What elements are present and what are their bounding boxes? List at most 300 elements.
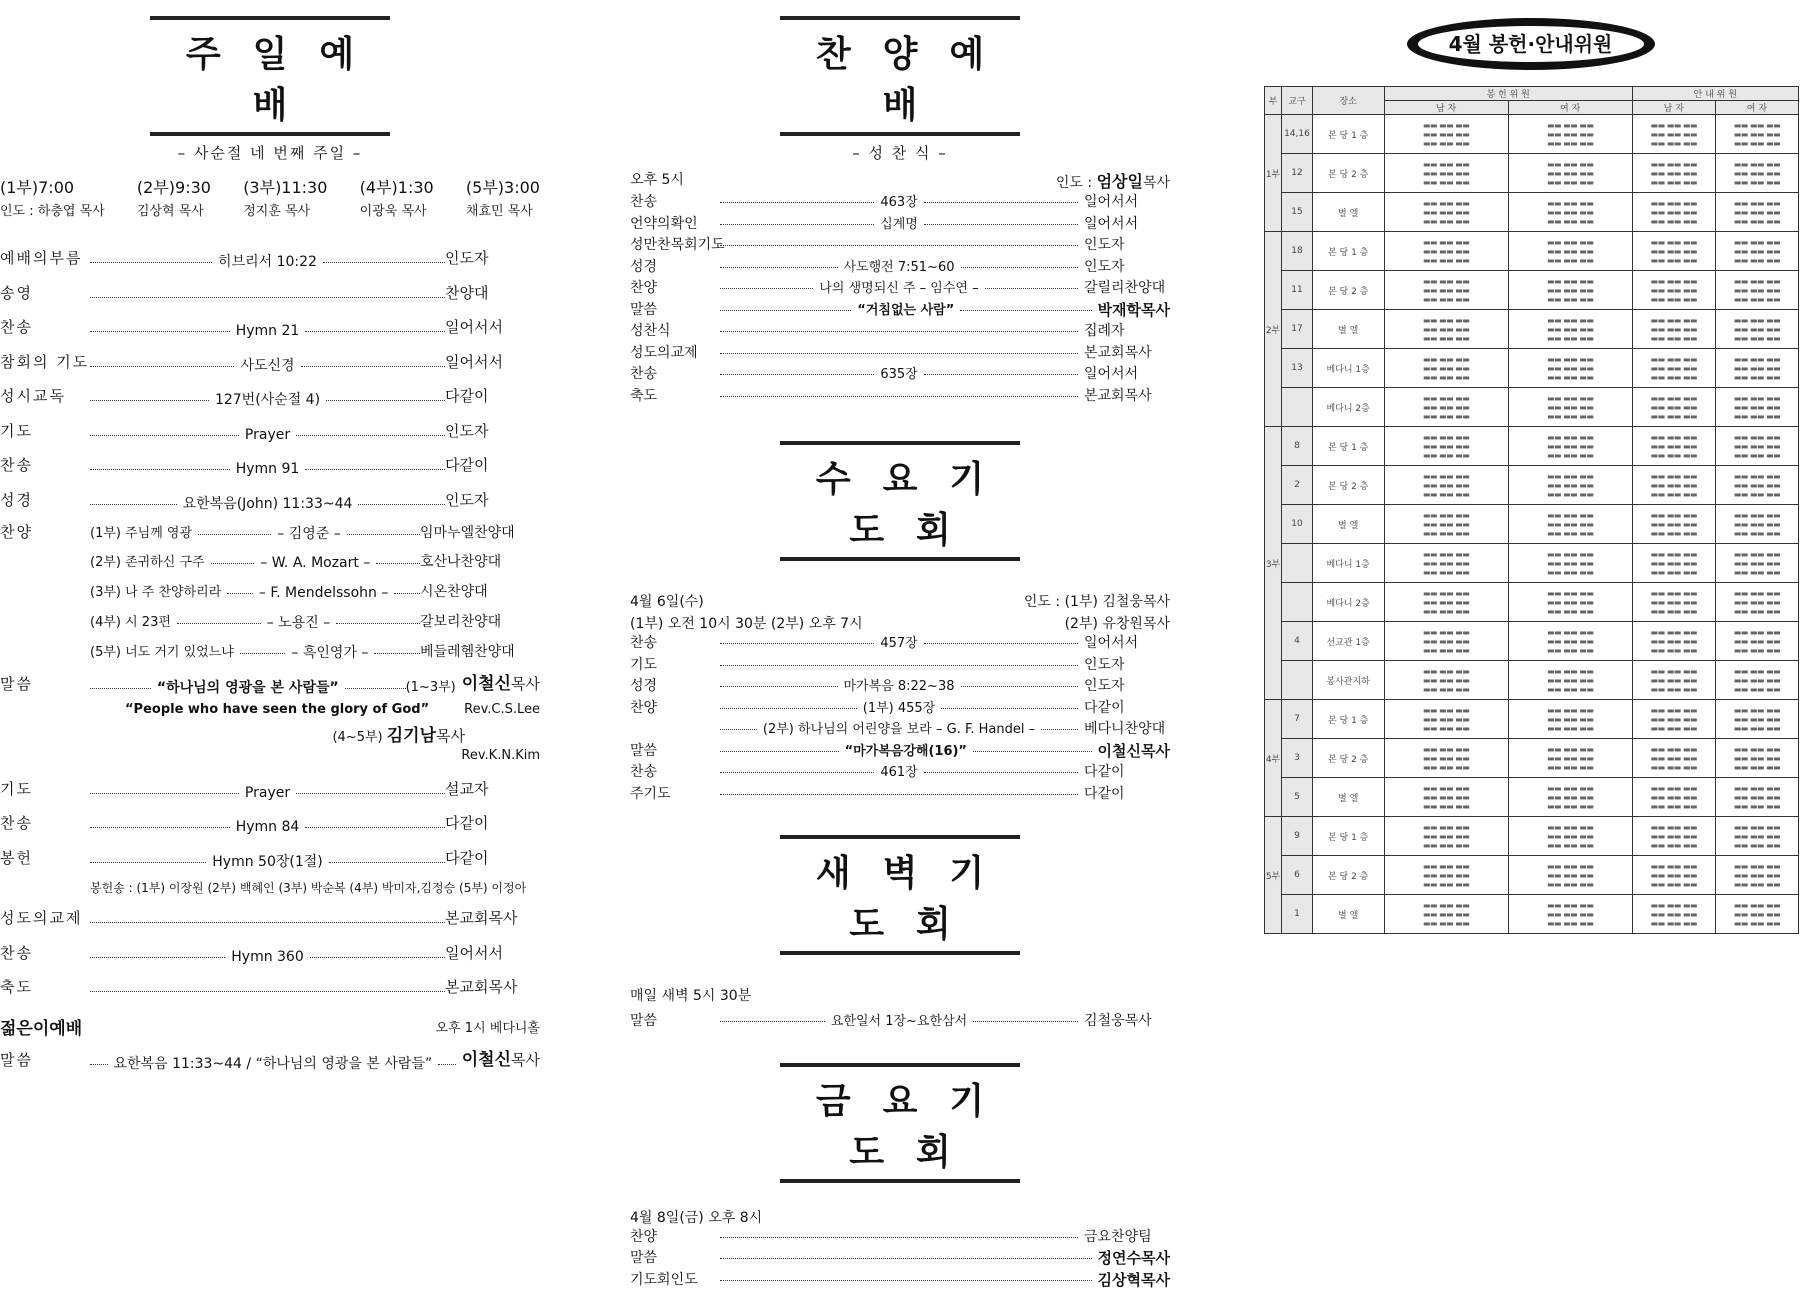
- dotted-leader: [90, 435, 239, 436]
- names-cell: [1632, 505, 1715, 544]
- names-block: ▬▬ ▬▬ ▬▬ ▬▬ ▬▬ ▬▬ ▬▬ ▬▬ ▬▬: [1633, 121, 1715, 148]
- names-cell: [1384, 778, 1508, 817]
- row-value: Prayer: [239, 776, 296, 811]
- row-leader: 일어서서: [445, 345, 540, 380]
- names-block: ▬▬ ▬▬ ▬▬ ▬▬ ▬▬ ▬▬ ▬▬ ▬▬ ▬▬: [1385, 199, 1508, 226]
- dotted-leader: [211, 563, 255, 564]
- dotted-leader: [227, 593, 253, 594]
- service-leader: 이광욱 목사: [360, 200, 434, 219]
- service-row: [630, 676, 1170, 698]
- names-cell: [1715, 739, 1798, 778]
- dotted-leader: [973, 751, 1092, 752]
- row-leader: 일어서서: [445, 936, 540, 971]
- names-cell: [1715, 817, 1798, 856]
- service-leader: 정지훈 목사: [243, 200, 327, 219]
- names-cell: [1384, 895, 1508, 934]
- place-cell: 별 엘: [1312, 505, 1384, 544]
- names-block: ▬▬ ▬▬ ▬▬ ▬▬ ▬▬ ▬▬ ▬▬ ▬▬ ▬▬: [1509, 160, 1632, 187]
- dotted-leader: [720, 794, 1078, 795]
- names-cell: [1715, 349, 1798, 388]
- names-block: ▬▬ ▬▬ ▬▬ ▬▬ ▬▬ ▬▬ ▬▬ ▬▬ ▬▬: [1633, 667, 1715, 694]
- row-leader: 다같이: [1084, 762, 1170, 784]
- service-leader: 김상혁 목사: [137, 200, 211, 219]
- names-cell: [1508, 700, 1632, 739]
- table-row: [1265, 583, 1799, 622]
- place-cell: 별 엘: [1312, 895, 1384, 934]
- names-block: ▬▬ ▬▬ ▬▬ ▬▬ ▬▬ ▬▬ ▬▬ ▬▬ ▬▬: [1385, 238, 1508, 265]
- table-row: [1265, 232, 1799, 271]
- sermon-row: [0, 667, 540, 702]
- dotted-leader: [90, 400, 209, 401]
- names-block: ▬▬ ▬▬ ▬▬ ▬▬ ▬▬ ▬▬ ▬▬ ▬▬ ▬▬: [1509, 745, 1632, 772]
- choir-row: [0, 517, 540, 547]
- row-leader: 다같이: [445, 841, 540, 876]
- table-row: [1265, 622, 1799, 661]
- row-value: Hymn 50장(1절): [206, 845, 328, 880]
- names-cell: [1508, 232, 1632, 271]
- dotted-leader: [720, 353, 1078, 354]
- table-row: [1265, 271, 1799, 310]
- service-time-label: (2부)9:30: [137, 178, 211, 197]
- row-label: 참회의 기도: [0, 345, 90, 380]
- praise-worship-title: 찬양예배: [780, 16, 1020, 136]
- dotted-leader: [90, 504, 177, 505]
- rev-name: Rev.C.S.Lee: [464, 702, 540, 724]
- names-block: ▬▬ ▬▬ ▬▬ ▬▬ ▬▬ ▬▬ ▬▬ ▬▬ ▬▬: [1716, 511, 1798, 538]
- row-label: 말씀: [630, 741, 710, 763]
- header-gyogu: 교구: [1282, 87, 1313, 115]
- sunday-worship-title: 주일예배: [150, 16, 390, 136]
- place-cell: 본 당 1 층: [1312, 427, 1384, 466]
- row-value: Hymn 360: [225, 940, 310, 975]
- row-label: 말씀: [630, 1248, 710, 1270]
- row-leader: 찬양대: [445, 276, 540, 311]
- dotted-leader: [720, 1021, 825, 1022]
- names-block: ▬▬ ▬▬ ▬▬ ▬▬ ▬▬ ▬▬ ▬▬ ▬▬ ▬▬: [1633, 745, 1715, 772]
- row-label: 성도의교제: [630, 343, 710, 365]
- dotted-leader: [720, 665, 1078, 666]
- names-block: ▬▬ ▬▬ ▬▬ ▬▬ ▬▬ ▬▬ ▬▬ ▬▬ ▬▬: [1716, 667, 1798, 694]
- table-row: [1265, 817, 1799, 856]
- other-services-column: [630, 0, 1170, 1291]
- names-block: ▬▬ ▬▬ ▬▬ ▬▬ ▬▬ ▬▬ ▬▬ ▬▬ ▬▬: [1509, 667, 1632, 694]
- names-block: ▬▬ ▬▬ ▬▬ ▬▬ ▬▬ ▬▬ ▬▬ ▬▬ ▬▬: [1633, 433, 1715, 460]
- gyogu-cell: 4: [1282, 622, 1313, 661]
- names-block: ▬▬ ▬▬ ▬▬ ▬▬ ▬▬ ▬▬ ▬▬ ▬▬ ▬▬: [1385, 823, 1508, 850]
- dotted-leader: [720, 1280, 1092, 1281]
- place-cell: 별 엘: [1312, 193, 1384, 232]
- dotted-leader: [1041, 729, 1078, 730]
- gyogu-cell: 5: [1282, 778, 1313, 817]
- names-block: ▬▬ ▬▬ ▬▬ ▬▬ ▬▬ ▬▬ ▬▬ ▬▬ ▬▬: [1716, 199, 1798, 226]
- dotted-leader: [310, 957, 445, 958]
- names-cell: [1632, 583, 1715, 622]
- worship-row: [0, 772, 540, 807]
- dotted-leader: [90, 688, 151, 689]
- table-row: [1265, 778, 1799, 817]
- service-row: [630, 1227, 1170, 1249]
- row-content: [90, 418, 445, 453]
- dotted-leader: [305, 331, 445, 332]
- gyogu-cell: 7: [1282, 700, 1313, 739]
- row-label: 성경: [630, 257, 710, 279]
- row-content: [90, 519, 420, 549]
- preacher-title: 목사: [511, 1051, 540, 1069]
- table-row: [1265, 349, 1799, 388]
- dotted-leader: [90, 469, 230, 470]
- gyogu-cell: 2: [1282, 466, 1313, 505]
- row-leader: 일어서서: [1084, 364, 1170, 386]
- names-cell: [1508, 388, 1632, 427]
- row-content: [90, 991, 445, 992]
- dotted-leader: [720, 374, 874, 375]
- names-block: ▬▬ ▬▬ ▬▬ ▬▬ ▬▬ ▬▬ ▬▬ ▬▬ ▬▬: [1633, 706, 1715, 733]
- row-label: 언약의확인: [630, 214, 710, 236]
- dotted-leader: [720, 288, 813, 289]
- gyogu-cell: 15: [1282, 193, 1313, 232]
- gyogu-cell: 18: [1282, 232, 1313, 271]
- dotted-leader: [374, 653, 420, 654]
- sunday-subtitle: – 사순절 네 번째 주일 –: [0, 142, 540, 163]
- row-leader: 본교회목사: [445, 970, 540, 1005]
- names-cell: [1508, 349, 1632, 388]
- table-row: [1265, 700, 1799, 739]
- names-block: ▬▬ ▬▬ ▬▬ ▬▬ ▬▬ ▬▬ ▬▬ ▬▬ ▬▬: [1716, 862, 1798, 889]
- wed-header-2: (1부) 오전 10시 30분 (2부) 오후 7시 (2부) 유창원목사: [630, 613, 1170, 633]
- row-content: [90, 922, 445, 923]
- names-cell: [1632, 544, 1715, 583]
- service-row: [630, 719, 1170, 741]
- header-place: 장소: [1312, 87, 1384, 115]
- names-block: ▬▬ ▬▬ ▬▬ ▬▬ ▬▬ ▬▬ ▬▬ ▬▬ ▬▬: [1509, 823, 1632, 850]
- row-label: 찬송: [630, 633, 710, 655]
- praise-order: [630, 192, 1170, 407]
- worship-row: [0, 241, 540, 276]
- bu-cell: 2부: [1265, 232, 1282, 427]
- gyogu-cell: 3: [1282, 739, 1313, 778]
- wed-header-1: 4월 6일(수) 인도 : (1부) 김철웅목사: [630, 591, 1170, 611]
- sermon-english-title: “People who have seen the glory of God”: [125, 702, 429, 724]
- place-cell: 본 당 1 층: [1312, 817, 1384, 856]
- row-value: 십계명: [874, 214, 924, 236]
- composer: – 김영준 –: [271, 519, 346, 549]
- names-block: ▬▬ ▬▬ ▬▬ ▬▬ ▬▬ ▬▬ ▬▬ ▬▬ ▬▬: [1633, 862, 1715, 889]
- gyogu-cell: 14,16: [1282, 115, 1313, 154]
- worship-row: [0, 970, 540, 1005]
- row-leader: 베다니찬양대: [1084, 719, 1170, 741]
- names-cell: [1715, 154, 1798, 193]
- dotted-leader: [941, 708, 1078, 709]
- names-block: ▬▬ ▬▬ ▬▬ ▬▬ ▬▬ ▬▬ ▬▬ ▬▬ ▬▬: [1385, 745, 1508, 772]
- names-cell: [1508, 583, 1632, 622]
- choir-part: (1부) 주님께 영광: [90, 519, 198, 549]
- row-label: 성만찬목회기도: [630, 235, 710, 257]
- row-content: [90, 638, 420, 668]
- row-value: (2부) 하나님의 어린양을 보라 – G. F. Handel –: [757, 719, 1041, 741]
- names-cell: [1384, 154, 1508, 193]
- header-female: 여 자: [1508, 101, 1632, 115]
- gyogu-cell: [1282, 661, 1313, 700]
- row-leader: 박재학목사: [1098, 300, 1170, 322]
- dotted-leader: [961, 686, 1079, 687]
- names-cell: [1508, 115, 1632, 154]
- row-leader: 일어서서: [1084, 633, 1170, 655]
- row-value: Hymn 21: [230, 314, 306, 349]
- names-cell: [1384, 232, 1508, 271]
- friday-prayer-title: 금요기도회: [780, 1063, 1020, 1183]
- row-content: [90, 810, 445, 845]
- names-block: ▬▬ ▬▬ ▬▬ ▬▬ ▬▬ ▬▬ ▬▬ ▬▬ ▬▬: [1509, 355, 1632, 382]
- names-cell: [1715, 388, 1798, 427]
- row-content: [90, 940, 445, 975]
- names-block: ▬▬ ▬▬ ▬▬ ▬▬ ▬▬ ▬▬ ▬▬ ▬▬ ▬▬: [1716, 784, 1798, 811]
- header-male: 남 자: [1632, 101, 1715, 115]
- names-cell: [1508, 817, 1632, 856]
- sermon-part: (1~3부): [406, 671, 456, 706]
- names-cell: [1384, 661, 1508, 700]
- row-leader: 다같이: [445, 379, 540, 414]
- dotted-leader: [90, 862, 206, 863]
- place-cell: 본 당 2 층: [1312, 856, 1384, 895]
- service-time: [360, 175, 434, 219]
- dotted-leader: [336, 623, 420, 624]
- names-cell: [1384, 310, 1508, 349]
- names-cell: [1384, 856, 1508, 895]
- worship-row: [0, 276, 540, 311]
- names-block: ▬▬ ▬▬ ▬▬ ▬▬ ▬▬ ▬▬ ▬▬ ▬▬ ▬▬: [1716, 550, 1798, 577]
- dotted-leader: [90, 827, 230, 828]
- names-cell: [1715, 700, 1798, 739]
- service-row: [630, 278, 1170, 300]
- names-block: ▬▬ ▬▬ ▬▬ ▬▬ ▬▬ ▬▬ ▬▬ ▬▬ ▬▬: [1716, 316, 1798, 343]
- youth-sermon-row: [0, 1043, 540, 1078]
- gyogu-cell: 10: [1282, 505, 1313, 544]
- place-cell: 본 당 2 층: [1312, 154, 1384, 193]
- worship-row: [0, 936, 540, 971]
- names-block: ▬▬ ▬▬ ▬▬ ▬▬ ▬▬ ▬▬ ▬▬ ▬▬ ▬▬: [1385, 121, 1508, 148]
- row-label: 찬송: [630, 192, 710, 214]
- dotted-leader: [376, 563, 420, 564]
- dotted-leader: [720, 643, 874, 644]
- youth-time: 오후 1시 베다니홀: [436, 1015, 540, 1043]
- praise-header: 오후 5시 인도 : 엄상일목사: [630, 169, 1170, 192]
- row-value: Prayer: [239, 418, 296, 453]
- dotted-leader: [720, 729, 757, 730]
- row-value: 요한일서 1장~요한삼서: [825, 1011, 973, 1033]
- dotted-leader: [323, 262, 445, 263]
- place-cell: 본 당 1 층: [1312, 115, 1384, 154]
- gyogu-cell: 1: [1282, 895, 1313, 934]
- row-leader: 이철신목사: [1098, 741, 1170, 763]
- dotted-leader: [345, 688, 406, 689]
- dotted-leader: [90, 793, 239, 794]
- service-time: [243, 175, 327, 219]
- preacher-name: 이철신: [462, 1050, 511, 1070]
- names-cell: [1384, 271, 1508, 310]
- names-block: ▬▬ ▬▬ ▬▬ ▬▬ ▬▬ ▬▬ ▬▬ ▬▬ ▬▬: [1385, 706, 1508, 733]
- service-times: [0, 175, 540, 219]
- row-leader: 다같이: [1084, 784, 1170, 806]
- row-label: 기도: [0, 772, 90, 807]
- names-cell: [1508, 310, 1632, 349]
- row-leader: 정연수목사: [1098, 1248, 1170, 1270]
- names-block: ▬▬ ▬▬ ▬▬ ▬▬ ▬▬ ▬▬ ▬▬ ▬▬ ▬▬: [1716, 160, 1798, 187]
- row-label: 성도의교제: [0, 901, 90, 936]
- names-block: ▬▬ ▬▬ ▬▬ ▬▬ ▬▬ ▬▬ ▬▬ ▬▬ ▬▬: [1385, 472, 1508, 499]
- row-label: 말씀: [0, 667, 90, 702]
- service-leader: 채효민 목사: [466, 200, 540, 219]
- dotted-leader: [301, 366, 445, 367]
- dotted-leader: [90, 262, 212, 263]
- dotted-leader: [924, 224, 1078, 225]
- bu-cell: 5부: [1265, 817, 1282, 934]
- bu-cell: 1부: [1265, 115, 1282, 232]
- gyogu-cell: [1282, 388, 1313, 427]
- row-label: 주기도: [630, 784, 710, 806]
- names-block: ▬▬ ▬▬ ▬▬ ▬▬ ▬▬ ▬▬ ▬▬ ▬▬ ▬▬: [1633, 472, 1715, 499]
- names-cell: [1508, 778, 1632, 817]
- names-block: ▬▬ ▬▬ ▬▬ ▬▬ ▬▬ ▬▬ ▬▬ ▬▬ ▬▬: [1509, 706, 1632, 733]
- row-leader: 본교회목사: [445, 901, 540, 936]
- wednesday-prayer-title: 수요기도회: [780, 441, 1020, 561]
- names-cell: [1384, 817, 1508, 856]
- names-cell: [1384, 700, 1508, 739]
- worship-row: [0, 448, 540, 483]
- place-cell: 본 당 1 층: [1312, 700, 1384, 739]
- dotted-leader: [90, 991, 445, 992]
- names-cell: [1632, 895, 1715, 934]
- names-block: ▬▬ ▬▬ ▬▬ ▬▬ ▬▬ ▬▬ ▬▬ ▬▬ ▬▬: [1385, 433, 1508, 460]
- composer: – F. Mendelssohn –: [253, 578, 394, 608]
- choir-row: [0, 607, 540, 637]
- dawn-prayer-title: 새벽기도회: [780, 835, 1020, 955]
- composer: – 노용진 –: [261, 608, 336, 638]
- table-row: [1265, 895, 1799, 934]
- names-cell: [1384, 193, 1508, 232]
- row-label: 성경: [630, 676, 710, 698]
- names-cell: [1508, 466, 1632, 505]
- names-cell: [1632, 232, 1715, 271]
- offering-guide-column: [1260, 0, 1801, 70]
- sermon-part: (4~5부): [332, 730, 386, 745]
- names-cell: [1632, 271, 1715, 310]
- row-label: 성찬식: [630, 321, 710, 343]
- service-row: [630, 321, 1170, 343]
- composer: – 흑인영가 –: [285, 638, 374, 668]
- table-row: [1265, 661, 1799, 700]
- row-value: 635장: [874, 364, 923, 386]
- names-block: ▬▬ ▬▬ ▬▬ ▬▬ ▬▬ ▬▬ ▬▬ ▬▬ ▬▬: [1509, 394, 1632, 421]
- row-leader: 김철웅목사: [1084, 1011, 1170, 1033]
- dotted-leader: [394, 593, 420, 594]
- names-block: ▬▬ ▬▬ ▬▬ ▬▬ ▬▬ ▬▬ ▬▬ ▬▬ ▬▬: [1385, 667, 1508, 694]
- preacher-name: 김기남: [387, 726, 436, 746]
- committee-table: [1264, 86, 1799, 934]
- names-block: ▬▬ ▬▬ ▬▬ ▬▬ ▬▬ ▬▬ ▬▬ ▬▬ ▬▬: [1509, 199, 1632, 226]
- row-leader: 인도자: [1084, 257, 1170, 279]
- names-cell: [1715, 661, 1798, 700]
- row-leader: 인도자: [1084, 235, 1170, 257]
- order-of-worship: [0, 241, 540, 1077]
- choir-name: 임마누엘찬양대: [420, 518, 540, 548]
- names-block: ▬▬ ▬▬ ▬▬ ▬▬ ▬▬ ▬▬ ▬▬ ▬▬ ▬▬: [1509, 433, 1632, 460]
- service-time: [0, 175, 105, 219]
- names-block: ▬▬ ▬▬ ▬▬ ▬▬ ▬▬ ▬▬ ▬▬ ▬▬ ▬▬: [1509, 589, 1632, 616]
- names-cell: [1508, 856, 1632, 895]
- dotted-leader: [720, 772, 874, 773]
- row-value: 사도신경: [234, 349, 300, 384]
- row-label: 기도: [0, 414, 90, 449]
- row-leader: 다같이: [445, 806, 540, 841]
- row-label: 찬송: [630, 762, 710, 784]
- names-block: ▬▬ ▬▬ ▬▬ ▬▬ ▬▬ ▬▬ ▬▬ ▬▬ ▬▬: [1509, 277, 1632, 304]
- dotted-leader: [924, 772, 1078, 773]
- names-block: ▬▬ ▬▬ ▬▬ ▬▬ ▬▬ ▬▬ ▬▬ ▬▬ ▬▬: [1633, 550, 1715, 577]
- dotted-leader: [720, 202, 874, 203]
- dotted-leader: [720, 245, 1078, 246]
- names-cell: [1632, 661, 1715, 700]
- worship-row: [0, 483, 540, 518]
- choir-name: 갈보리찬양대: [420, 607, 540, 637]
- service-time-label: (5부)3:00: [466, 178, 540, 197]
- place-cell: 베다니 2층: [1312, 583, 1384, 622]
- names-cell: [1632, 817, 1715, 856]
- row-content: [90, 608, 420, 638]
- names-block: ▬▬ ▬▬ ▬▬ ▬▬ ▬▬ ▬▬ ▬▬ ▬▬ ▬▬: [1716, 238, 1798, 265]
- offering-songs: 봉헌송 : (1부) 이장원 (2부) 백혜인 (3부) 박순복 (4부) 박미자,김정승 (5부) 이정아: [0, 875, 540, 901]
- row-label: 말씀: [0, 1043, 90, 1078]
- worship-row: [0, 345, 540, 380]
- names-cell: [1632, 856, 1715, 895]
- names-cell: [1508, 505, 1632, 544]
- row-value: 마가복음 8:22~38: [838, 676, 961, 698]
- names-block: ▬▬ ▬▬ ▬▬ ▬▬ ▬▬ ▬▬ ▬▬ ▬▬ ▬▬: [1716, 433, 1798, 460]
- names-cell: [1632, 739, 1715, 778]
- row-value: “마가복음강해(16)”: [839, 741, 973, 763]
- row-content: [90, 578, 420, 608]
- row-value: Hymn 91: [230, 452, 306, 487]
- dotted-leader: [720, 331, 1078, 332]
- header-offering: 봉 헌 위 원: [1384, 87, 1632, 101]
- preacher-name: 이철신: [462, 674, 511, 694]
- names-cell: [1715, 193, 1798, 232]
- worship-row: [0, 901, 540, 936]
- names-cell: [1715, 427, 1798, 466]
- row-leader: 금요찬양팀: [1084, 1227, 1170, 1249]
- row-content: [90, 776, 445, 811]
- names-block: ▬▬ ▬▬ ▬▬ ▬▬ ▬▬ ▬▬ ▬▬ ▬▬ ▬▬: [1716, 901, 1798, 928]
- dawn-time: 매일 새벽 5시 30분: [630, 985, 1170, 1005]
- dotted-leader: [720, 751, 839, 752]
- place-cell: 선교관 1층: [1312, 622, 1384, 661]
- names-block: ▬▬ ▬▬ ▬▬ ▬▬ ▬▬ ▬▬ ▬▬ ▬▬ ▬▬: [1509, 862, 1632, 889]
- table-row: [1265, 193, 1799, 232]
- row-value: 나의 생명되신 주 – 임수연 –: [813, 278, 984, 300]
- table-row: [1265, 388, 1799, 427]
- names-block: ▬▬ ▬▬ ▬▬ ▬▬ ▬▬ ▬▬ ▬▬ ▬▬ ▬▬: [1716, 355, 1798, 382]
- place-cell: 본 당 2 층: [1312, 271, 1384, 310]
- place-cell: 베다니 1층: [1312, 544, 1384, 583]
- names-cell: [1508, 895, 1632, 934]
- friday-order: [630, 1227, 1170, 1291]
- names-block: ▬▬ ▬▬ ▬▬ ▬▬ ▬▬ ▬▬ ▬▬ ▬▬ ▬▬: [1509, 784, 1632, 811]
- place-cell: 본 당 2 층: [1312, 466, 1384, 505]
- names-cell: [1715, 466, 1798, 505]
- table-row: [1265, 505, 1799, 544]
- names-cell: [1632, 700, 1715, 739]
- gyogu-cell: 12: [1282, 154, 1313, 193]
- names-cell: [1508, 193, 1632, 232]
